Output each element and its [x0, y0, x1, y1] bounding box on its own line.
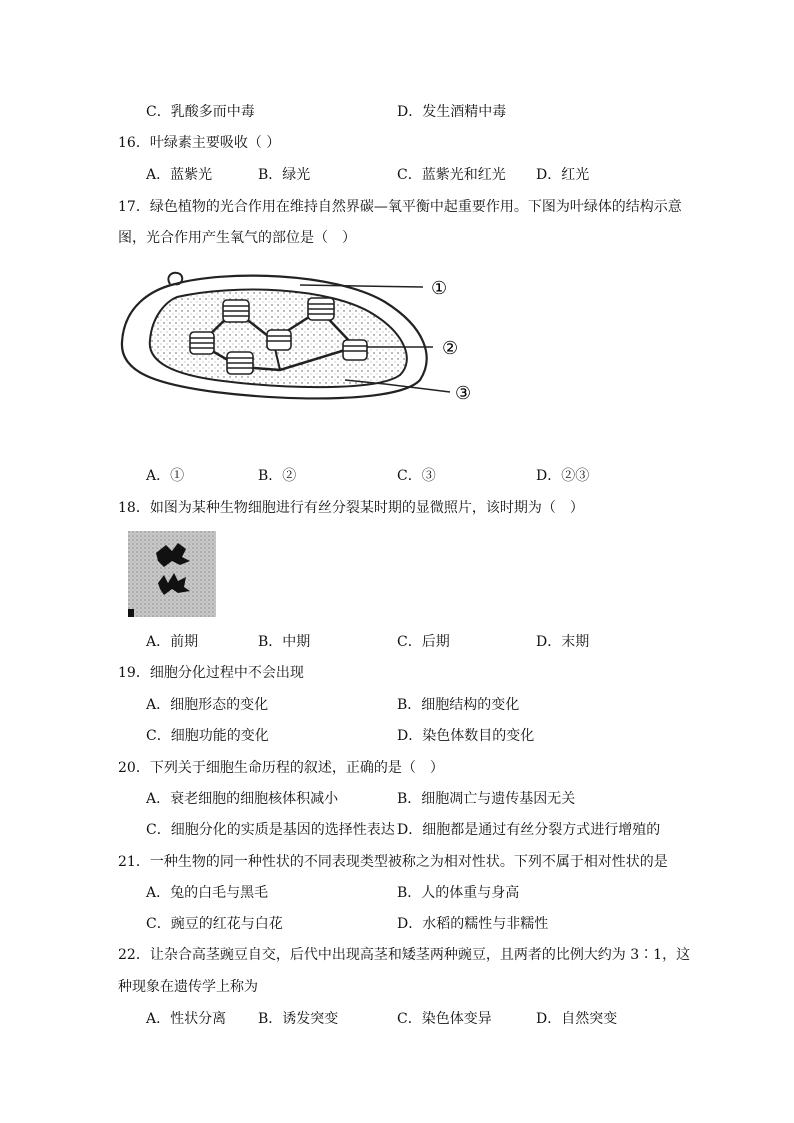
q18-stem: 18．如图为某种生物细胞进行有丝分裂某时期的显微照片，该时期为（ ） — [118, 500, 584, 516]
q21-option-d: D．水稻的糯性与非糯性 — [397, 916, 549, 932]
q19-option-c: C．细胞功能的变化 — [146, 728, 269, 744]
q18-option-c: C．后期 — [397, 634, 450, 650]
granum-4 — [267, 330, 291, 350]
q16-option-c: C．蓝紫光和红光 — [397, 167, 506, 183]
q22-option-b: B．诱发突变 — [258, 1011, 339, 1027]
q20-option-a: A．衰老细胞的细胞核体积减小 — [146, 791, 339, 807]
q19-option-d: D．染色体数目的变化 — [397, 728, 535, 744]
q16-option-d: D．红光 — [536, 167, 590, 183]
q22-stem-line2: 种现象在遗传学上称为 — [118, 979, 258, 995]
q19-stem: 19．细胞分化过程中不会出现 — [118, 665, 304, 681]
q17-stem-line1: 17．绿色植物的光合作用在维持自然界碳—氧平衡中起重要作用。下图为叶绿体的结构示意 — [118, 199, 682, 215]
q17-option-d: D．②③ — [536, 468, 590, 484]
q17-option-a: A．① — [146, 468, 185, 484]
granum-1 — [223, 300, 249, 322]
membrane-spiral — [168, 273, 182, 285]
q20-option-b: B．细胞凋亡与遗传基因无关 — [397, 791, 576, 807]
q21-option-b: B．人的体重与身高 — [397, 885, 520, 901]
q21-option-c: C．豌豆的红花与白花 — [146, 916, 283, 932]
granum-3 — [190, 332, 214, 354]
q20-option-c: C．细胞分化的实质是基因的选择性表达 — [146, 822, 395, 838]
q17-option-c: C．③ — [397, 468, 436, 484]
granum-6 — [227, 352, 253, 374]
leader-line-1 — [300, 285, 423, 287]
q17-stem-line2: 图，光合作用产生氧气的部位是（ ） — [118, 230, 356, 246]
q18-option-a: A．前期 — [146, 634, 199, 650]
q19-option-b: B．细胞结构的变化 — [397, 697, 520, 713]
q20-option-d: D．细胞都是通过有丝分裂方式进行增殖的 — [397, 822, 661, 838]
q19-option-a: A．细胞形态的变化 — [146, 697, 269, 713]
q21-option-a: A．兔的白毛与黑毛 — [146, 885, 269, 901]
q22-option-a: A．性状分离 — [146, 1011, 227, 1027]
q22-option-d: D．自然突变 — [536, 1011, 618, 1027]
figure-label-2: ② — [442, 338, 459, 359]
q20-stem: 20．下列关于细胞生命历程的叙述，正确的是（ ） — [118, 760, 444, 776]
figure-label-3: ③ — [455, 383, 472, 404]
chloroplast-diagram — [115, 262, 485, 412]
q16-option-a: A．蓝紫光 — [146, 167, 213, 183]
granum-5 — [343, 340, 367, 360]
q22-option-c: C．染色体变异 — [397, 1011, 492, 1027]
granum-2 — [308, 298, 334, 320]
q18-option-b: B．中期 — [258, 634, 311, 650]
q16-stem: 16．叶绿素主要吸收（ ） — [118, 135, 281, 151]
q22-stem-line1: 22．让杂合高茎豌豆自交，后代中出现高茎和矮茎两种豌豆，且两者的比例大约为 3∶1，这 — [118, 947, 691, 963]
q15-option-c: C．乳酸多而中毒 — [146, 104, 255, 120]
q15-option-d: D．发生酒精中毒 — [397, 104, 507, 120]
mitosis-micrograph — [128, 531, 216, 617]
q16-option-b: B．绿光 — [258, 167, 311, 183]
q21-stem: 21．一种生物的同一种性状的不同表现类型被称之为相对性状。下列不属于相对性状的是 — [118, 854, 668, 870]
figure-label-1: ① — [431, 278, 448, 299]
q17-option-b: B．② — [258, 468, 297, 484]
q18-option-d: D．末期 — [536, 634, 590, 650]
